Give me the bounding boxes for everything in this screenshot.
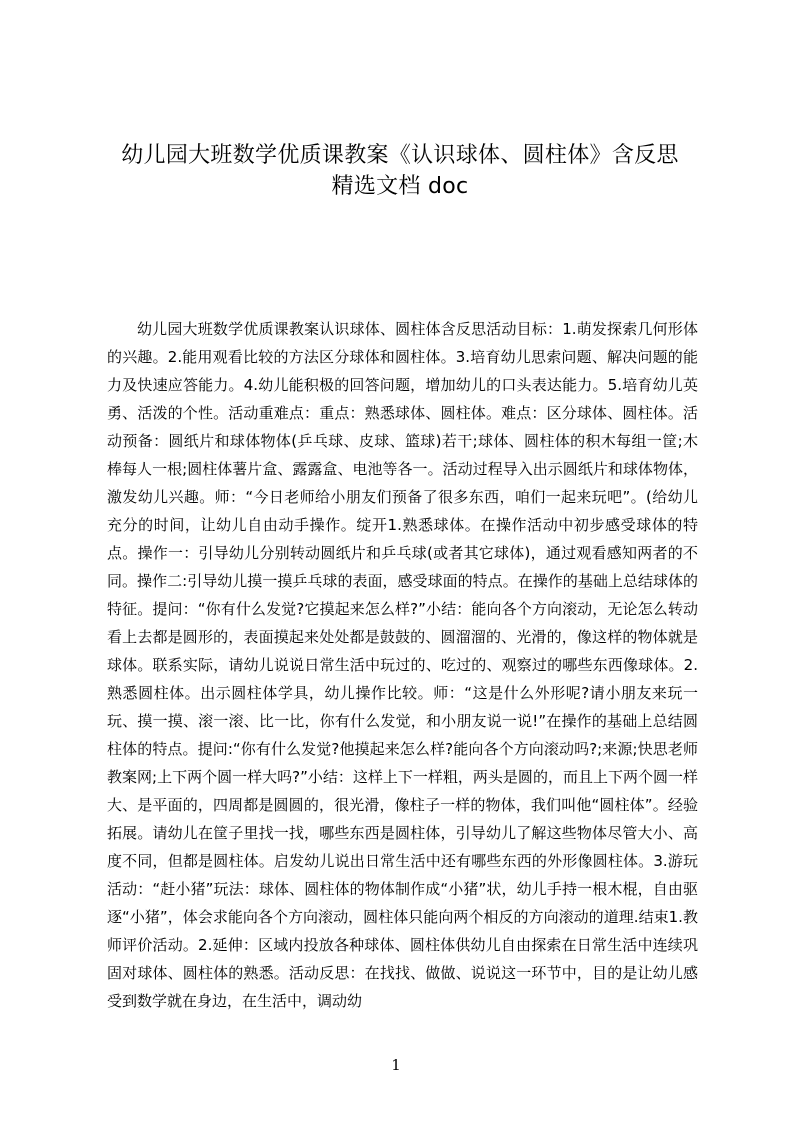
body-paragraph: 幼儿园大班数学优质课教案认识球体、圆柱体含反思活动目标：1.萌发探索几何形体的兴趣。2.能用观看比较的方法区分球体和圆柱体。3.培育幼儿思索问题、解决问题的能力及快速应答能力。4.幼儿能积极的回答问题，增加幼儿的口头表达能力。5.培育幼儿英勇、活泼的个性。活动重难点：重点：熟悉球体、圆柱体。难点：区分球体、圆柱体。活动预备：圆纸片和球体物体(乒乓球、皮球、篮球)若干;球体、圆柱体的积木每组一筐;木棒每人一根;圆柱体薯片盒、露露盒、电池等各一。活动过程导入出示圆纸片和球体物体，激发幼儿兴趣。师：“今日老师给小朋友们预备了很多东西，咱们一起来玩吧”。(给幼儿充分的时间，让幼儿自由动手操作。绽开1.熟悉球体。在操作活动中初步感受球体的特点。操作一：引导幼儿分别转动圆纸片和乒乓球(或者其它球体)，通过观看感知两者的不同。操作二:引导幼儿摸一摸乒乓球的表面，感受球面的特点。在操作的基础上总结球体的特征。提问：“你有什么发觉?它摸起来怎么样?”小结：能向各个方向滚动，无论怎么转动看上去都是圆形的，表面摸起来处处都是鼓鼓的、圆溜溜的、光滑的，像这样的物体就是球体。联系实际，请幼儿说说日常生活中玩过的、吃过的、观察过的哪些东西像球体。2.熟悉圆柱体。出示圆柱体学具，幼儿操作比较。师：“这是什么外形呢?请小朋友来玩一玩、摸一摸、滚一滚、比一比，你有什么发觉，和小朋友说一说!”在操作的基础上总结圆柱体的特点。提问:“你有什么发觉?他摸起来怎么样?能向各个方向滚动吗?;来源;快思老师教案网;上下两个圆一样大吗?”小结：这样上下一样粗，两头是圆的，而且上下两个圆一样大、是平面的，四周都是圆圆的，很光滑，像柱子一样的物体，我们叫他“圆柱体”。经验拓展。请幼儿在筐子里找一找，哪些东西是圆柱体，引导幼儿了解这些物体尽管大小、高度不同，但都是圆柱体。启发幼儿说出日常生活中还有哪些东西的外形像圆柱体。3.游玩活动：“赶小猪”玩法：球体、圆柱体的物体制作成“小猪”状，幼儿手持一根木棍，自由驱逐“小猪”，体会求能向各个方向滚动，圆柱体只能向两个相反的方向滚动的道理.结束1.教师评价活动。2.延伸：区域内投放各种球体、圆柱体供幼儿自由探索在日常生活中连续巩固对球体、圆柱体的熟悉。活动反思：在找找、做做、说说这一环节中，目的是让幼儿感受到数学就在身边，在生活中，调动幼 <box>107 320 699 1010</box>
document-title <box>100 140 700 202</box>
page-number: 1 <box>391 1056 401 1074</box>
title-line-1: 幼儿园大班数学优质课教案《认识球体、圆柱体》含反思 <box>121 143 679 168</box>
title-line-2: 精选文档 doc <box>331 174 469 199</box>
